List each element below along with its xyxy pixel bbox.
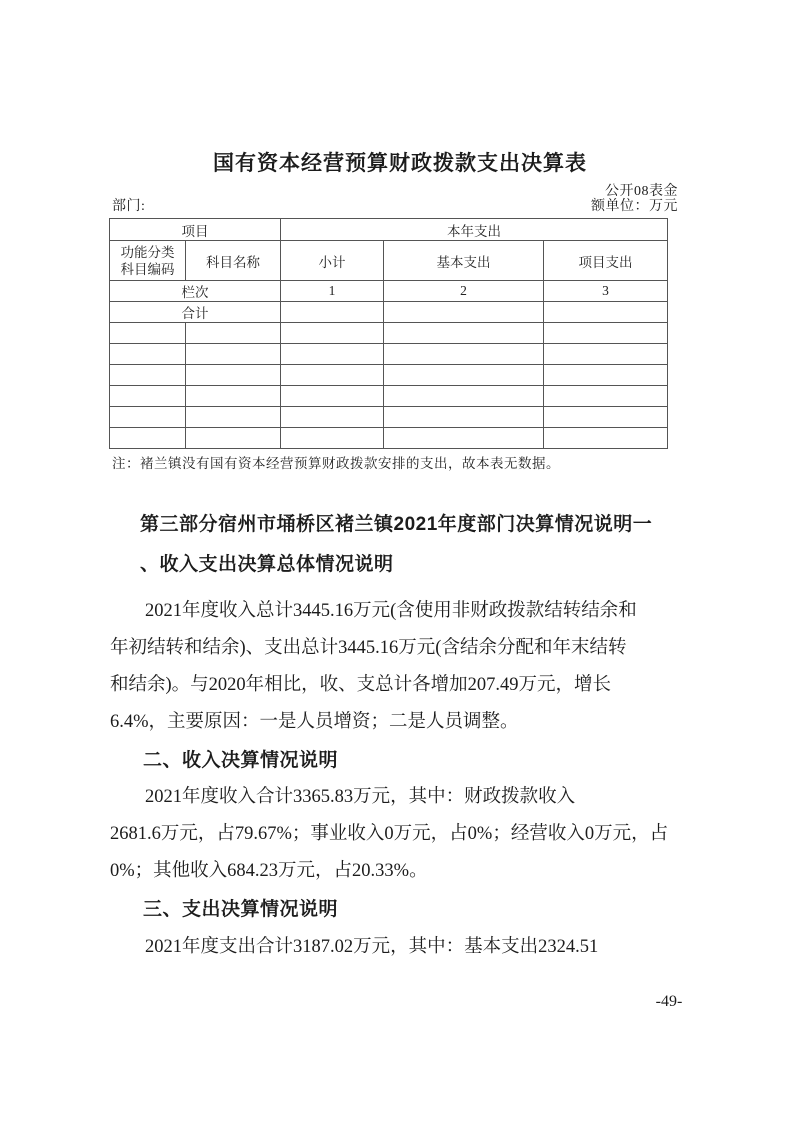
empty-cell	[110, 407, 186, 428]
empty-data-row	[110, 344, 668, 365]
text-line: 年初结转和结余)、支出总计3445.16万元(含结余分配和年末结转	[110, 638, 627, 658]
total-project-cell	[544, 302, 668, 323]
section-heading-income: 二、收入决算情况说明	[143, 750, 339, 771]
text-line: 2681.6万元，占79.67%；事业收入0万元，占0%；经营收入0万元，占	[110, 824, 669, 844]
subject-name-header: 科目名称	[186, 241, 281, 281]
empty-cell	[544, 386, 668, 407]
total-row	[110, 302, 668, 323]
subtotal-header: 小计	[281, 241, 384, 281]
empty-cell	[110, 365, 186, 386]
column-index-label: 栏次	[110, 281, 281, 302]
column-index-2: 2	[384, 281, 544, 302]
empty-cell	[281, 407, 384, 428]
total-subtotal-cell	[281, 302, 384, 323]
paragraph-income	[110, 779, 710, 890]
heading-line: 第三部分宿州市埇桥区褚兰镇2021年度部门决算情况说明一	[140, 514, 653, 535]
empty-cell	[544, 344, 668, 365]
empty-cell	[110, 344, 186, 365]
empty-data-row	[110, 323, 668, 344]
current-year-group-header: 本年支出	[281, 219, 668, 241]
empty-cell	[110, 323, 186, 344]
text-line: 2021年度收入总计3445.16万元(含使用非财政拨款结转结余和	[145, 601, 637, 621]
column-index-3: 3	[544, 281, 668, 302]
page-number: -49-	[655, 993, 683, 1010]
empty-cell	[186, 386, 281, 407]
empty-cell	[281, 365, 384, 386]
text-line: 6.4%，主要原因：一是人员增资；二是人员调整。	[110, 712, 519, 732]
heading-line: 、收入支出决算总体情况说明	[140, 554, 394, 575]
empty-cell	[110, 428, 186, 449]
form-code-label: 公开08表金	[605, 184, 678, 199]
paragraph-overall-situation	[110, 593, 710, 741]
section-heading-expenditure: 三、支出决算情况说明	[143, 899, 339, 920]
empty-cell	[110, 386, 186, 407]
empty-cell	[281, 428, 384, 449]
empty-data-row	[110, 365, 668, 386]
function-code-line1: 功能分类	[120, 244, 175, 260]
column-index-row	[110, 281, 668, 302]
table-meta-row	[112, 199, 678, 215]
empty-cell	[281, 344, 384, 365]
empty-cell	[384, 386, 544, 407]
empty-cell	[186, 407, 281, 428]
group-header-row	[110, 219, 668, 241]
narrative-section	[110, 505, 710, 966]
basic-expenditure-header: 基本支出	[384, 241, 544, 281]
empty-cell	[186, 428, 281, 449]
empty-cell	[384, 344, 544, 365]
unit-label: 额单位：万元	[591, 199, 678, 214]
column-header-row	[110, 241, 668, 281]
empty-data-row	[110, 428, 668, 449]
total-row-label: 合计	[110, 302, 281, 323]
expenditure-table	[109, 218, 668, 449]
table-note: 注：褚兰镇没有国有资本经营预算财政拨款安排的支出，故本表无数据。	[112, 456, 560, 471]
empty-cell	[544, 428, 668, 449]
empty-data-row	[110, 386, 668, 407]
department-label: 部门:	[112, 199, 146, 214]
column-index-1: 1	[281, 281, 384, 302]
document-title: 国有资本经营预算财政拨款支出决算表	[213, 152, 587, 175]
empty-data-row	[110, 407, 668, 428]
empty-cell	[186, 323, 281, 344]
empty-cell	[384, 428, 544, 449]
empty-cell	[281, 386, 384, 407]
empty-cell	[281, 323, 384, 344]
total-basic-cell	[384, 302, 544, 323]
empty-cell	[544, 365, 668, 386]
empty-cell	[384, 407, 544, 428]
text-line: 2021年度收入合计3365.83万元，其中：财政拨款收入	[145, 787, 576, 807]
paragraph-expenditure	[110, 929, 710, 966]
text-line: 和结余)。与2020年相比，收、支总计各增加207.49万元，增长	[110, 675, 612, 695]
function-code-header	[110, 241, 186, 281]
project-expenditure-header: 项目支出	[544, 241, 668, 281]
empty-cell	[544, 323, 668, 344]
empty-cell	[384, 365, 544, 386]
expenditure-table-body	[110, 219, 668, 449]
text-line: 2021年度支出合计3187.02万元，其中：基本支出2324.51	[145, 937, 599, 957]
project-group-header: 项目	[110, 219, 281, 241]
function-code-line2: 科目编码	[120, 261, 175, 277]
empty-cell	[544, 407, 668, 428]
section-heading-part3	[110, 505, 710, 585]
text-line: 0%；其他收入684.23万元，占20.33%。	[110, 861, 428, 881]
empty-cell	[186, 365, 281, 386]
empty-cell	[384, 323, 544, 344]
empty-cell	[186, 344, 281, 365]
